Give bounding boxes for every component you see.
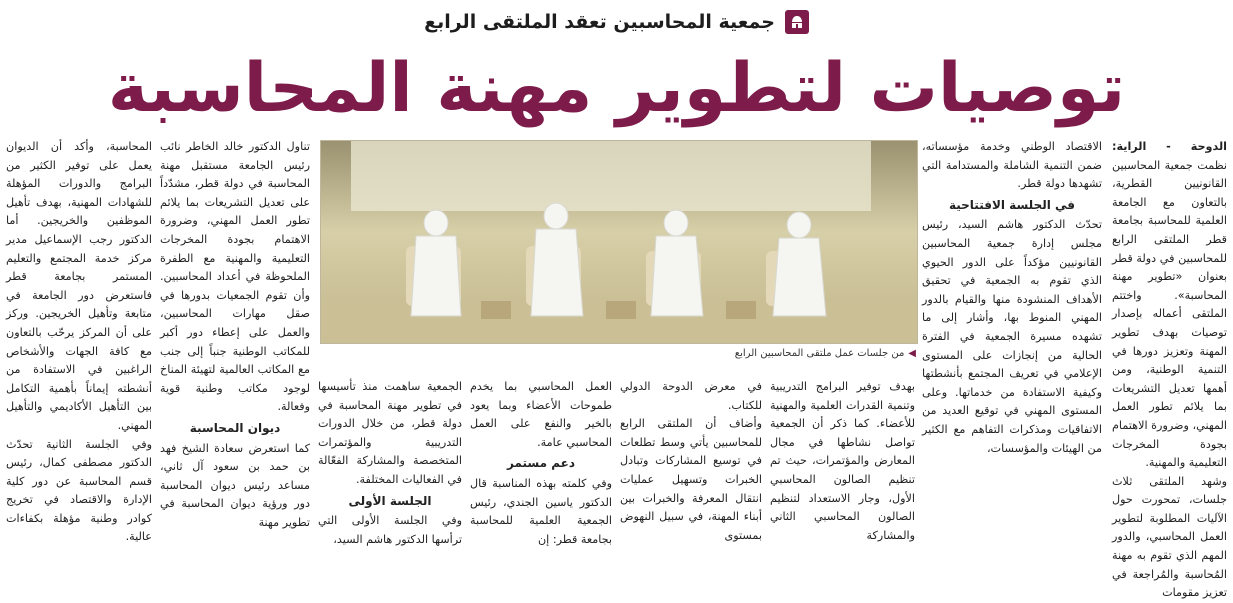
paragraph: كما استعرض سعادة الشيخ فهد بن حمد بن سعود آل ثاني، مساعد رئيس ديوان المحاسبة دور ورؤية ديوان المحاسبة في تطوير مهنة [160, 441, 310, 529]
paragraph: نظمت جمعية المحاسبين القانونيين القطرية، بالتعاون مع الجامعة العلمية للمحاسبة بجامعة قطر الملتقى الرابع للمحاسبين في دولة قطر بعنوان «تطوير مهنة المحاسبة». واختتم الملتقى أعماله بإصدار توصيات بهدف تطوير المهنة وتعزيز دورها في التنمية الوطنية، ومن أهمها تعديل التشريعات بما يلائم تطور العمل المهني، وضرورة الاهتمام بجودة المخرجات التعليمية والمهنية. [1112, 158, 1227, 470]
kicker-wrap [424, 10, 809, 34]
paragraph: تحدّث الدكتور هاشم السيد، رئيس مجلس إدارة جمعية المحاسبين القانونيين مؤكداً على الدور الحيوي الذي تقوم به الجمعية في تحقيق الأهداف المنشودة منها والقيام بالدور المهني المنوط بها، وأشار إلى ما تشهده مسيرة الجمعية في الفترة الحالية من إنجازات على المستوى الإعلامي في تعريف المجتمع بأنشطتها وكيفية الاستفادة من خدماتها. وعلى المستوى المهني في توقيع العديد من الاتفاقيات ومذكرات التفاهم مع الكثير من الهيئات والمؤسسات، [922, 218, 1102, 455]
article-column-1 [1112, 138, 1227, 600]
subheading: في الجلسة الافتتاحية [948, 197, 1076, 212]
article-column-8 [6, 138, 152, 568]
section-header [0, 0, 1233, 44]
article-photo [320, 140, 918, 344]
article-column-2 [922, 138, 1102, 568]
paragraph: وشهد الملتقى ثلاث جلسات، تمحورت حول الآليات المطلوبة لتطوير العمل المحاسبي، والدور المهم الذي تقوم به مهنة المُحاسبة والمُراجعة في تعزيز مقومات [1112, 474, 1227, 600]
paragraph: وفي الجلسة الأولى التي ترأسها الدكتور هاشم السيد، [318, 514, 462, 546]
article-column-6 [318, 378, 462, 570]
paragraph: وأضاف أن الملتقى الرابع للمحاسبين يأتي وسط تطلعات في توسيع المشاركات وتبادل الخبرات وتسهيل عمليات انتقال المعرفة والخبرات بين أبناء المهنة، في سبيل النهوض بمستوى [620, 417, 762, 542]
subheading: دعم مستمر [507, 456, 575, 471]
paragraph: وفي الجلسة الثانية تحدّث الدكتور مصطفى كمال، رئيس قسم المحاسبة عن دور كلية الإدارة والاقتصاد في تخريج كوادر وطنية مؤهلة بكفاءات عالية. [6, 437, 152, 544]
conference-photo-illustration [321, 141, 917, 343]
paragraph: المحاسبة، وأكد أن الديوان يعمل على توفير الكثير من البرامج والدورات المؤهلة للشهادات المهنية، بهدف تأهيل الموظفين والخريجين. أما الدكتور رجب الإسماعيل مدير مركز خدمة المجتمع والتعليم المستمر بجامعة قطر فاستعرض دور الجامعة في متابعة وتأهيل الخريجين. وركز على أن المركز يرحّب بالتعاون مع كافة الجهات والأشخاص الراغبين في الاستفادة من أنشطته إيماناً بأهمية التكامل بين التأهيل الأكاديمي والتأهيل المهني. [6, 140, 152, 432]
paragraph: وفي كلمته بهذه المناسبة قال الدكتور ياسين الجندي، رئيس الجمعية العلمية للمحاسبة بجامعة قطر: إن [470, 476, 612, 546]
caption-marker-icon: ◀ [908, 347, 916, 359]
article-column-4 [620, 378, 762, 570]
newspaper-logo-icon [785, 10, 809, 34]
photo-caption [320, 344, 916, 362]
dateline: الدوحة - الراية: [1112, 140, 1227, 153]
headline: توصيات لتطوير مهنة المحاسبة [107, 48, 1126, 128]
kicker-title: جمعية المحاسبين تعقد الملتقى الرابع [424, 11, 775, 33]
paragraph: تناول الدكتور خالد الخاطر نائب رئيس الجامعة مستقبل مهنة المحاسبة في دولة قطر، مشدّداً على تعديل التشريعات بما يلائم تطور العمل المهني، وضرورة الاهتمام بجودة المخرجات التعليمية والمهنية مع الطفرة الملحوظة في أعداد المحاسبين. وأن تقوم الجمعيات بدورها في صقل مهارات المحاسبين، والعمل على إعطاء دور أكبر للمكاتب الوطنية جنباً إلى جنب مع المكاتب العالمية لتهيئة المناخ لوجود مكاتب وطنية قوية وفعالة. [160, 140, 310, 414]
paragraph: بهدف توفير البرامج التدريبية وتنمية القدرات العلمية والمهنية للأعضاء. كما ذكر أن الجمعية تواصل نشاطها في مجال المعارض والمؤتمرات، حيث تم تنظيم الصالون المحاسبي الأول، وجار الاستعداد لتنظيم الصالون المحاسبي الثاني والمشاركة [770, 380, 915, 542]
caption-text: من جلسات عمل ملتقى المحاسبين الرابع [734, 347, 905, 359]
paragraph: الجمعية ساهمت منذ تأسيسها في تطوير مهنة المحاسبة في دولة قطر، من خلال الدورات التدريبية والمؤتمرات المتخصصة والمشاركة الفعّالة في الفعاليات المختلفة. [318, 380, 462, 486]
article-column-5 [470, 378, 612, 570]
article-column-3 [770, 378, 915, 570]
paragraph: في معرض الدوحة الدولي للكتاب. [620, 380, 762, 412]
article-column-7 [160, 138, 310, 568]
paragraph: الاقتصاد الوطني وخدمة مؤسساته، ضمن التنمية الشاملة والمستدامة التي تشهدها دولة قطر. [922, 140, 1102, 191]
subheading: ديوان المحاسبة [189, 420, 281, 435]
paragraph: العمل المحاسبي بما يخدم طموحات الأعضاء وبما يعود بالخير والنفع على العمل المحاسبي عامة. [470, 380, 612, 449]
subheading: الجلسة الأولى [348, 493, 432, 508]
